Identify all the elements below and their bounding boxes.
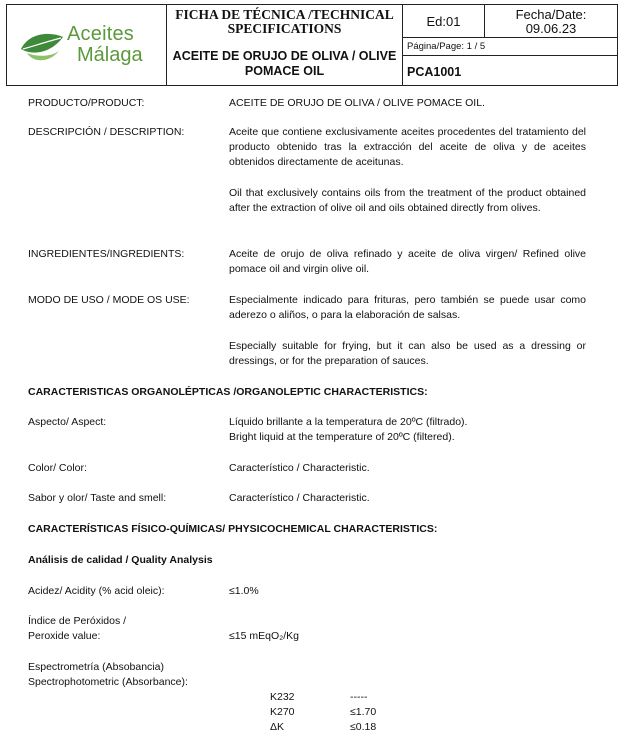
product-value: ACEITE DE ORUJO DE OLIVA / OLIVE POMACE OIL. bbox=[229, 97, 485, 109]
aspect-en: Bright liquid at the temperature of 20ºC (filtered). bbox=[229, 431, 455, 443]
taste-label: Sabor y olor/ Taste and smell: bbox=[28, 492, 167, 504]
document-header bbox=[6, 4, 618, 86]
description-es: Aceite que contiene exclusivamente aceites procedentes del tratamiento del producto obtenido tras la extracción del aceite de oliva y de aceites obtenidos directamente de aceitunas. bbox=[229, 126, 586, 168]
ingredients-row bbox=[28, 247, 588, 279]
spectro-value: ≤1.70 bbox=[350, 706, 377, 718]
ingredients-value: Aceite de orujo de oliva refinado y aceite de oliva virgen/ Refined olive pomace oil and virgin olive oil. bbox=[229, 248, 586, 275]
document-title: FICHA DE TÉCNICA /TECHNICAL SPECIFICATIONS bbox=[175, 7, 394, 36]
logo-cell bbox=[7, 5, 167, 85]
usage-row bbox=[28, 293, 588, 373]
color-value: Característico / Characteristic. bbox=[229, 462, 370, 474]
spectro-row bbox=[28, 660, 588, 692]
spectro-label-1: Espectrometría (Absobancia) bbox=[28, 661, 164, 673]
usage-label: MODO DE USO / MODE OS USE: bbox=[28, 294, 190, 306]
aspect-row bbox=[28, 415, 588, 447]
date-value: 09.06.23 bbox=[525, 21, 577, 36]
peroxide-label-1: Índice de Peróxidos / bbox=[28, 615, 127, 627]
spectro-name: K232 bbox=[270, 691, 295, 703]
table-row bbox=[270, 705, 390, 720]
title-cell bbox=[167, 5, 403, 85]
date-label: Fecha/Date: bbox=[515, 7, 587, 22]
logo-text-line1: Aceites bbox=[67, 23, 134, 45]
physchem-title: CARACTERÍSTICAS FÍSICO-QUÍMICAS/ PHYSICOCHEMICAL CHARACTERISTICS: bbox=[28, 523, 438, 535]
usage-en: Especially suitable for frying, but it can also be used as a dressing or dressings, or for the preparation of sauces. bbox=[229, 340, 586, 367]
spectro-label-2: Spectrophotometric (Absorbance): bbox=[28, 676, 188, 688]
peroxide-label-2: Peroxide value: bbox=[28, 630, 101, 642]
page-number: Página/Page: 1 / 5 bbox=[403, 38, 617, 56]
peroxide-row bbox=[28, 614, 588, 646]
product-label: PRODUCTO/PRODUCT: bbox=[28, 97, 145, 109]
description-label: DESCRIPCIÓN / DESCRIPTION: bbox=[28, 126, 185, 138]
quality-analysis-title: Análisis de calidad / Quality Analysis bbox=[28, 554, 213, 566]
description-en: Oil that exclusively contains oils from the treatment of the product obtained after the extraction of olive oil and oils obtained directly from olives. bbox=[229, 187, 586, 214]
product-code: PCA1001 bbox=[407, 65, 462, 79]
product-row bbox=[28, 96, 588, 112]
peroxide-value: ≤15 mEqO₂/Kg bbox=[229, 630, 299, 642]
acidity-row bbox=[28, 584, 588, 600]
table-row bbox=[270, 720, 390, 735]
acidity-label: Acidez/ Acidity (% acid oleic): bbox=[28, 585, 165, 597]
olive-leaf-logo-icon bbox=[19, 27, 65, 63]
taste-value: Característico / Characteristic. bbox=[229, 492, 370, 504]
aspect-label: Aspecto/ Aspect: bbox=[28, 416, 107, 428]
acidity-value: ≤1.0% bbox=[229, 585, 259, 597]
aspect-es: Líquido brillante a la temperatura de 20ºC (filtrado). bbox=[229, 416, 468, 428]
color-label: Color/ Color: bbox=[28, 462, 87, 474]
description-row bbox=[28, 125, 588, 235]
product-title: ACEITE DE ORUJO DE OLIVA / OLIVE POMACE OIL bbox=[172, 49, 397, 78]
spectro-table bbox=[270, 690, 390, 735]
spectro-name: K270 bbox=[270, 706, 295, 718]
spectro-value: ≤0.18 bbox=[350, 721, 377, 733]
usage-es: Especialmente indicado para frituras, pero también se puede usar como aderezo o aliños, o para la elaboración de salsas. bbox=[229, 294, 586, 321]
color-row bbox=[28, 461, 588, 477]
edition-cell: Ed:01 bbox=[403, 5, 485, 38]
spectro-name: ΔK bbox=[270, 721, 285, 733]
taste-row bbox=[28, 491, 588, 507]
organoleptic-title: CARACTERISTICAS ORGANOLÉPTICAS /ORGANOLEPTIC CHARACTERISTICS: bbox=[28, 386, 428, 398]
ingredients-label: INGREDIENTES/INGREDIENTS: bbox=[28, 248, 185, 260]
table-row bbox=[270, 690, 390, 705]
spectro-value: ----- bbox=[350, 691, 368, 703]
logo-text-line2: Málaga bbox=[77, 44, 143, 66]
date-cell bbox=[485, 5, 617, 38]
